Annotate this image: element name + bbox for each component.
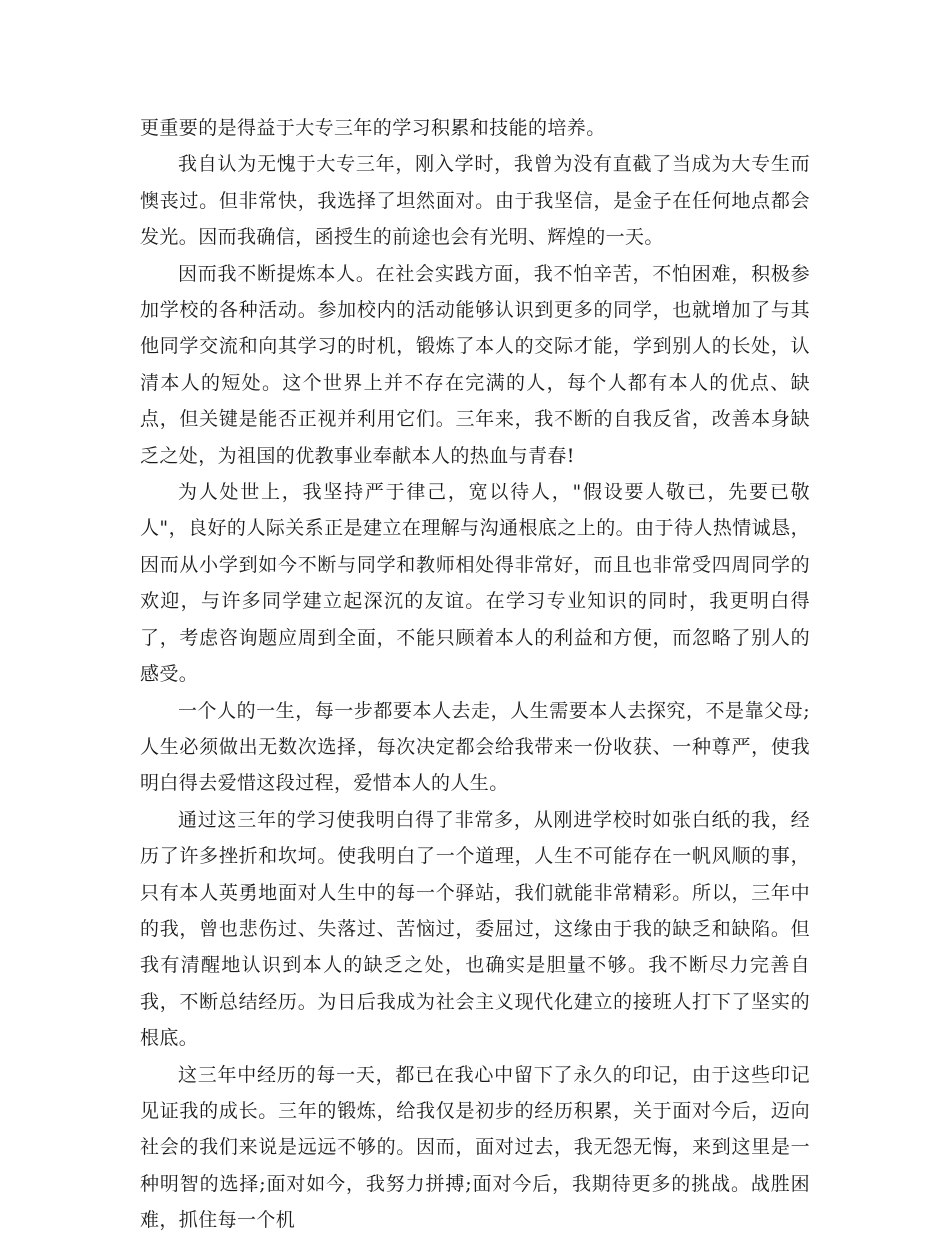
paragraph-every-day: 这三年中经历的每一天，都已在我心中留下了永久的印记，由于这些印记见证我的成长。三年的锻炼，给我仅是初步的经历积累，关于面对今后，迈向社会的我们来说是远远不够的。因而，面对过去，我无怨无悔，来到这里是一种明智的选择;面对如今，我努力拼搏;面对今后，我期待更多的挑战。战胜困难，抓住每一个机 bbox=[140, 1063, 810, 1232]
paragraph-interpersonal: 为人处世上，我坚持严于律己，宽以待人，"假设要人敬已，先要已敬人"，良好的人际关系正是建立在理解与沟通根底之上的。由于待人热情诚恳，因而从小学到如今不断与同学和教师相处得非常好，而且也非常受四周同学的欢迎，与许多同学建立起深沉的友谊。在学习专业知识的同时，我更明白得了，考虑咨询题应周到全面，不能只顾着本人的利益和方便，而忽略了别人的感受。 bbox=[140, 481, 810, 686]
paragraph-three-years-learning: 通过这三年的学习使我明白得了非常多，从刚进学校时如张白纸的我，经历了许多挫折和坎坷。使我明白了一个道理，人生不可能存在一帆风顺的事，只有本人英勇地面对人生中的每一个驿站，我们就能非常精彩。所以，三年中的我，曾也悲伤过、失落过、苦恼过，委屈过，这缘由于我的缺乏和缺陷。但我有清醒地认识到本人的缺乏之处，也确实是胆量不够。我不断尽力完善自我，不断总结经历。为日后我成为社会主义现代化建立的接班人打下了坚实的根底。 bbox=[140, 808, 810, 1050]
paragraph-life-choices: 一个人的一生，每一步都要本人去走，人生需要本人去探究，不是靠父母;人生必须做出无数次选择，每次决定都会给我带来一份收获、一种尊严，使我明白得去爱惜这段过程，爱惜本人的人生。 bbox=[140, 699, 810, 795]
paragraph-social-practice: 因而我不断提炼本人。在社会实践方面，我不怕辛苦，不怕困难，积极参加学校的各种活动。参加校内的活动能够认识到更多的同学，也就增加了与其他同学交流和向其学习的时机，锻炼了本人的交际才能，学到别人的长处，认清本人的短处。这个世界上并不存在完满的人，每个人都有本人的优点、缺点，但关键是能否正视并利用它们。三年来，我不断的自我反省，改善本身缺乏之处，为祖国的优教事业奉献本人的热血与青春! bbox=[140, 262, 810, 467]
paragraph-continuation: 更重要的是得益于大专三年的学习积累和技能的培养。 bbox=[140, 117, 606, 139]
paragraph-self-assessment: 我自认为无愧于大专三年，刚入学时，我曾为没有直截了当成为大专生而懊丧过。但非常快，我选择了坦然面对。由于我坚信，是金子在任何地点都会发光。因而我确信，函授生的前途也会有光明、辉煌的一天。 bbox=[140, 153, 810, 249]
document-page bbox=[140, 110, 810, 1239]
